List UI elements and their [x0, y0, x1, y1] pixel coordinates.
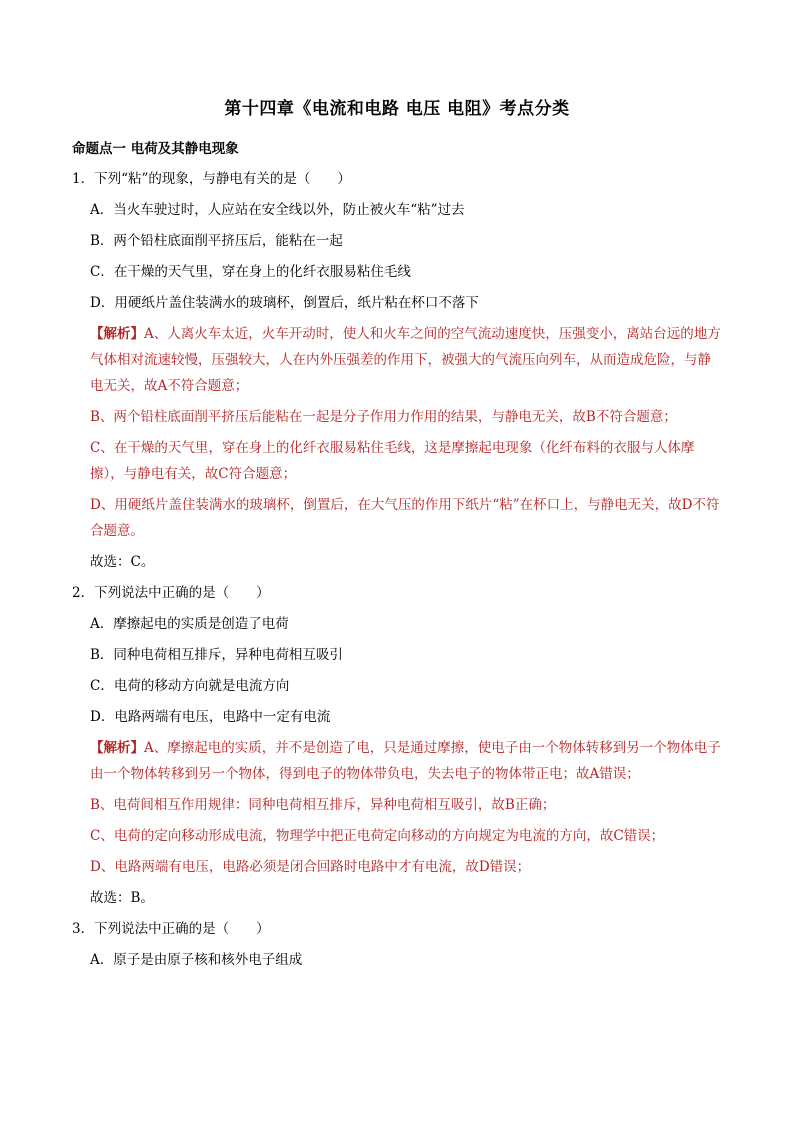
analysis-line: C、电荷的定向移动形成电流，物理学中把正电荷定向移动的方向规定为电流的方向，故C错误；: [90, 828, 665, 844]
question-2: [72, 580, 722, 911]
analysis-block: [72, 321, 722, 544]
analysis-line: B、电荷间相互作用规律：同种电荷相互排斥，异种电荷相互吸引，故B正确；: [90, 797, 556, 813]
analysis-line: D、用硬纸片盖住装满水的玻璃杯，倒置后，在大气压的作用下纸片“粘”在杯口上，与静电无关，故D不符合题意。: [90, 497, 720, 539]
question-stem: 3．下列说法中正确的是（ ）: [72, 921, 270, 937]
option-d: D．电路两端有电压，电路中一定有电流: [90, 709, 331, 725]
analysis-line: B、两个铅柱底面削平挤压后能粘在一起是分子作用力作用的结果，与静电无关，故B不符合题意；: [90, 409, 677, 425]
question-1: [72, 166, 722, 575]
option-a: A．摩擦起电的实质是创造了电荷: [90, 616, 289, 632]
section-heading: 命题点一 电荷及其静电现象: [72, 141, 239, 157]
option-b: B．同种电荷相互排斥，异种电荷相互吸引: [90, 647, 343, 663]
option-d: D．用硬纸片盖住装满水的玻璃杯，倒置后，纸片粘在杯口不落下: [90, 295, 479, 311]
analysis-tag: 【解析】: [90, 326, 144, 342]
question-stem: 2．下列说法中正确的是（ ）: [72, 585, 270, 601]
analysis-line: C、在干燥的天气里，穿在身上的化纤衣服易粘住毛线，这是摩擦起电现象（化纤布料的衣服与人体摩擦），与静电有关，故C符合题意；: [90, 440, 695, 482]
question-3: [72, 916, 722, 973]
analysis-tag: 【解析】: [90, 740, 144, 756]
page-title: 第十四章《电流和电路 电压 电阻》考点分类: [224, 99, 570, 119]
analysis-block: [72, 735, 722, 880]
analysis-line: A、摩擦起电的实质，并不是创造了电，只是通过摩擦，使电子由一个物体转移到另一个物体电子由一个物体转移到另一个物体，得到电子的物体带负电，失去电子的物体带正电；故A错误；: [90, 740, 721, 782]
answer-line: 故选：C。: [90, 554, 155, 570]
answer-line: 故选：B。: [90, 890, 154, 906]
option-c: C．电荷的移动方向就是电流方向: [90, 678, 290, 694]
option-a: A．当火车驶过时，人应站在安全线以外，防止被火车“粘”过去: [90, 202, 465, 218]
question-stem: 1．下列“粘”的现象，与静电有关的是（ ）: [72, 171, 351, 187]
option-c: C．在干燥的天气里，穿在身上的化纤衣服易粘住毛线: [90, 264, 411, 280]
analysis-line: A、人离火车太近，火车开动时，使人和火车之间的空气流动速度快，压强变小，离站台远的地方气体相对流速较慢，压强较大，人在内外压强差的作用下，被强大的气流压向列车，从而造成危险，与静电无关，故A不符合题意；: [90, 326, 721, 394]
question-list: [72, 166, 722, 978]
option-b: B．两个铅柱底面削平挤压后，能粘在一起: [90, 233, 343, 249]
analysis-line: D、电路两端有电压，电路必须是闭合回路时电路中才有电流，故D错误；: [90, 859, 531, 875]
option-a: A．原子是由原子核和核外电子组成: [90, 952, 303, 968]
